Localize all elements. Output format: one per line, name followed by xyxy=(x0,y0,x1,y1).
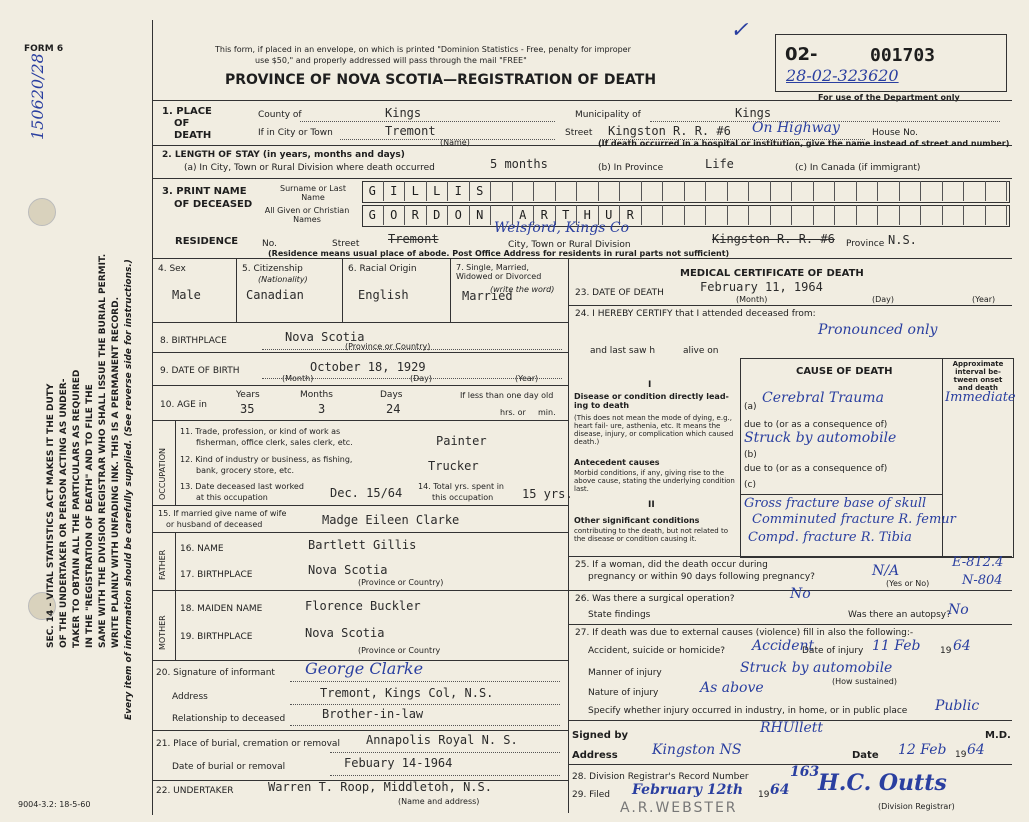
name-letter-cell: R xyxy=(534,205,556,225)
less-than-day-label: If less than one day old xyxy=(460,391,554,400)
name-letter-cell xyxy=(749,181,771,201)
dept-use-note: For use of the Department only xyxy=(818,93,960,102)
province-label: Province xyxy=(846,239,885,249)
name-letter-cell xyxy=(964,181,986,201)
name-letter-cell xyxy=(900,205,922,225)
disease-note: (This does not mean the mode of dying, e.g., heart fail- ure, asthenia, etc. It means the disease, injury, or complication which caused death.) xyxy=(574,414,734,446)
stamp-text: A.R.WEBSTER xyxy=(620,800,738,816)
informant-sig-label: 20. Signature of informant xyxy=(156,668,275,678)
burial-date-value: Febuary 14-1964 xyxy=(344,756,453,770)
side-instruction-2: OF THE UNDERTAKER OR PERSON ACTING AS UNDER- xyxy=(59,378,69,648)
name-letter-cell: H xyxy=(577,205,599,225)
name-letter-cell xyxy=(685,205,707,225)
certify-handwritten: Pronounced only xyxy=(818,322,938,338)
name-letter-cell xyxy=(599,181,621,201)
cause-heading: CAUSE OF DEATH xyxy=(796,366,893,377)
burial-place-value: Annapolis Royal N. S. xyxy=(366,733,518,747)
name-letter-cell xyxy=(685,181,707,201)
date-injury-year: 64 xyxy=(953,638,971,654)
mother-side-label: MOTHER xyxy=(158,615,167,650)
informant-signature: George Clarke xyxy=(305,659,424,678)
name-letter-cell xyxy=(728,181,750,201)
father-name-value: Bartlett Gillis xyxy=(308,538,417,552)
q29-label: 29. Filed xyxy=(572,790,610,800)
day-caption: (Day) xyxy=(410,374,433,383)
form-label: FORM 6 xyxy=(24,44,64,54)
reg-prefix: 02- xyxy=(785,44,818,65)
other-condition-2: Comminuted fracture R. femur xyxy=(752,512,956,527)
signed-by-label: Signed by xyxy=(572,730,629,741)
street-handwritten: On Highway xyxy=(752,120,840,136)
left-frame-line xyxy=(152,20,153,815)
dob-label: 9. DATE OF BIRTH xyxy=(160,366,240,376)
spouse-label-2: or husband of deceased xyxy=(166,520,263,529)
other-condition-3: Compd. fracture R. Tibia xyxy=(748,530,912,545)
marital-label: 7. Single, Married, Widowed or Divorced xyxy=(456,263,542,281)
alive-on-label: alive on xyxy=(683,346,719,356)
margin-code-2: N-804 xyxy=(962,573,1003,588)
physician-address-label: Address xyxy=(572,750,618,761)
name-letter-cell xyxy=(534,181,556,201)
name-letter-cell xyxy=(556,181,578,201)
specify-label: Specify whether injury occurred in industry, in home, or in public place xyxy=(588,706,908,716)
residence-city-handwritten: Welsford, Kings Co xyxy=(494,220,630,236)
citizenship-sub: (Nationality) xyxy=(258,275,308,284)
birthplace-label: 8. BIRTHPLACE xyxy=(160,336,227,346)
form-code: 9004-3.2: 18-5-60 xyxy=(18,800,91,809)
signed-by-value: RHUllett xyxy=(760,720,824,736)
residence-label: RESIDENCE xyxy=(175,236,239,247)
q28-label: 28. Division Registrar's Record Number xyxy=(572,772,749,782)
q27-label: 27. If death was due to external causes (violence) fill in also the following:- xyxy=(575,628,914,638)
stay-c-label: (c) In Canada (if immigrant) xyxy=(795,163,921,173)
name-letter-cell xyxy=(900,181,922,201)
stay-b-value: Life xyxy=(705,157,734,171)
city-value: Tremont xyxy=(385,124,436,138)
death-year-caption: (Year) xyxy=(972,295,996,304)
q28-value: 163 xyxy=(790,764,820,780)
last-worked-value: Dec. 15/64 xyxy=(330,486,403,500)
surname-label: Surname or Last Name xyxy=(280,184,346,202)
check-mark: ✓ xyxy=(730,18,749,43)
name-letter-cell: D xyxy=(427,205,449,225)
occupation-side-label: OCCUPATION xyxy=(158,447,167,500)
residence-street-struck: Tremont xyxy=(388,232,439,246)
hospital-note: (If death occurred in a hospital or institution, give the name instead of street and number) xyxy=(598,139,1010,148)
last-worked-label: 13. Date deceased last worked xyxy=(180,482,304,491)
reg-number: 001703 xyxy=(870,45,936,66)
name-letter-cell xyxy=(878,205,900,225)
registrar-caption: (Division Registrar) xyxy=(878,802,955,811)
name-letter-cell: N xyxy=(470,205,492,225)
relationship-label: Relationship to deceased xyxy=(172,714,286,724)
name-letter-cell xyxy=(663,181,685,201)
name-letter-cell xyxy=(921,181,943,201)
autopsy-label: Was there an autopsy? xyxy=(848,610,951,620)
informant-address-value: Tremont, Kings Col, N.S. xyxy=(320,686,494,700)
sex-label: 4. Sex xyxy=(158,264,186,274)
name-letter-cell: A xyxy=(513,205,535,225)
burial-place-label: 21. Place of burial, cremation or removal xyxy=(156,739,340,749)
name-letter-cell xyxy=(943,181,965,201)
envelope-note-1: This form, if placed in an envelope, on which is printed "Dominion Statistics - Free, penalty for improper xyxy=(215,45,631,54)
name-letter-cell: T xyxy=(556,205,578,225)
residence-no-label: No. xyxy=(262,239,277,249)
punch-hole-top xyxy=(28,198,56,226)
name-letter-cell xyxy=(835,205,857,225)
month-caption: (Month) xyxy=(282,374,314,383)
name-letter-cell xyxy=(728,205,750,225)
signed-date-value: 12 Feb xyxy=(898,742,947,758)
name-letter-cell xyxy=(771,205,793,225)
name-letter-cell: R xyxy=(405,205,427,225)
alive-label: and last saw h xyxy=(590,346,656,356)
province-value: N.S. xyxy=(888,233,917,247)
yes-no-caption: (Yes or No) xyxy=(886,579,930,588)
filed-year: 64 xyxy=(770,782,790,798)
place-label: 1. PLACE xyxy=(162,106,212,117)
name-letter-cell xyxy=(663,205,685,225)
registrar-signature: H.C. Outts xyxy=(818,770,947,796)
year-caption: (Year) xyxy=(515,374,539,383)
death-month-caption: (Month) xyxy=(736,295,768,304)
accident-value: Accident xyxy=(752,638,815,654)
q25b-label: pregnancy or within 90 days following pregnancy? xyxy=(588,572,815,582)
side-instruction-7: Every item of information should be carefully supplied. (See reverse side for instructions.) xyxy=(124,259,134,720)
other-conditions-note: contributing to the death, but not related to the disease or condition causing it. xyxy=(574,527,728,543)
signed-date-label: Date xyxy=(852,750,879,761)
name-letter-cell: U xyxy=(599,205,621,225)
due-to-a: due to (or as a consequence of) xyxy=(744,420,888,430)
residence-street-label: Street xyxy=(332,239,360,249)
part-1-label: I xyxy=(648,380,652,390)
side-instruction-4: IN THE "REGISTRATION OF DEATH" AND TO FILE THE xyxy=(85,384,95,648)
length-stay-label: 2. LENGTH OF STAY (in years, months and days) xyxy=(162,150,405,160)
disease-label: Disease or condition directly lead- ing to death xyxy=(574,392,729,410)
mother-birthplace-label: 19. BIRTHPLACE xyxy=(180,632,253,642)
min-label: min. xyxy=(538,408,556,417)
city-label: If in City or Town xyxy=(258,128,333,138)
name-letter-cell xyxy=(642,205,664,225)
mother-maiden-value: Florence Buckler xyxy=(305,599,421,613)
months-value: 3 xyxy=(318,402,326,416)
years-value: 35 xyxy=(240,402,255,416)
name-letter-cell: S xyxy=(470,181,492,201)
total-years-label-2: this occupation xyxy=(432,493,494,502)
name-letter-cell: I xyxy=(384,181,406,201)
name-letter-cell: R xyxy=(620,205,642,225)
street-label: Street xyxy=(565,128,593,138)
side-instruction-5: SAME WITH THE DIVISION REGISTRAR WHO SHALL ISSUE THE BURIAL PERMIT. xyxy=(98,253,108,648)
part-2-label: II xyxy=(648,500,655,510)
interval-label: Approximate interval be- tween onset and death xyxy=(952,360,1004,392)
hrs-label: hrs. or xyxy=(500,408,526,417)
envelope-note-2: use $50," and properly addressed will pass through the mail "FREE" xyxy=(255,56,527,65)
name-letter-cell xyxy=(513,181,535,201)
death-registration-form: FORM 6 This form, if placed in an envelope, on which is printed "Dominion Statistics - Free, penalty for improper use $50," and properly addressed will pass through the mail "FREE" PROVINCE OF NOVA SCOTIA—REGISTRATION OF DEATH ✓ 02- 001703 28-02-323620 For use of the Department only 150620/28 SEC. 14 - VITAL STATISTICS ACT MAKES IT THE DUTY OF THE UNDERTAKER OR PERSON ACTING AS UNDER- TAKER TO OBTAIN ALL THE PARTICULARS AS REQUIRED IN THE "REGISTRATION OF DEATH" AND TO FILE THE SAME WITH THE DIVISION REGISTRAR WHO SHALL ISSUE THE BURIAL PERMIT. WRITE PLAINLY WITH UNFADING INK. THIS IS A PERMANENT RECORD. Every item of information should be carefully supplied. (See reverse side for instructions.) 1. PLACE OF DEATH County of Kings Municipality of Kings If in City or Town Tremont (Name) Street Kingston R. R. #6 On Highway House No. (If death occurred in a hospital or institution, give the name instead of street and number) 2. LENGTH OF STAY (in years, months and days) (a) In City, Town or Rural Division where death occurred 5 months (b) In Province Life (c) In Canada (if immigrant) 3. PRINT NAME OF DECEASED Surname or Last Name All Given or Christian Names G I L L I S G O R D O N A R T H U R RESIDENCE No. Street Tremont Welsford, Kings Co City, Town or Rural Division Kingston R. R. #6 Province N.S. (Residence means usual place of abode. Post Office Address for residents in rural parts not sufficient) 4. Sex Male 5. Citizenship (Nationality) Canadian 6. Racial Origin English 7. Single, Married, Widowed or Divorced (write the word) Married 8. BIRTHPLACE Nova Scotia (Province or Country) 9. DATE OF BIRTH October 18, 1929 (Month) (Day) (Year) 10. AGE in Years 35 Months 3 Days 24 If less than one day old hrs. or min. OCCUPATION 11. Trade, profession, or kind of work as fisherman, office clerk, sales clerk, etc. Painter 12. Kind of industry or business, as fishing, bank, grocery store, etc. Trucker 13. Date deceased last worked at this occupation Dec. 15/64 14. Total yrs. spent in this occupation 15 yrs. 15. If married give name of wife or husband of deceased Madge Eileen Clarke FATHER 16. NAME Bartlett Gillis 17. BIRTHPLACE Nova Scotia (Province or Country) MOTHER 18. MAIDEN NAME Florence Buckler 19. BIRTHPLACE Nova Scotia (Province or Country 20. Signature of informant George Clarke Address Tremont, Kings Col, N.S. Relationship to deceased Brother-in-law 21. Place of burial, cremation or removal Annapolis Royal N. S. Date of burial or removal Febuary 14-1964 22. UNDERTAKER Warren T. Roop, Middletoh, N.S. (Name and address) 9004-3.2: 18-5-60 A.R.WEBSTER MEDICAL CERTIFICATE OF DEATH 23. DATE OF DEATH February 11, 1964 (Month) (Day) (Year) 24. I HEREBY CERTIFY that I attended deceased from: Pronounced only and last saw h alive on CAUSE OF DEATH Approximate interval be- tween onset and death I Disease or condition directly lead- ing to death (This does not mean the mode of dying, e.g., heart fail- ure, asthenia, etc. It means the disease, injury, or complication which caused death.) (a) Cerebral Trauma Immediate due to (or as a consequence of) Struck by automobile Antecedent causes Morbid conditions, if any, giving rise to the above cause, stating the underlying condition last. (b) due to (or as a consequence of) (c) II Other significant conditions contributing to the death, but not related to the disease or condition causing it. Gross fracture base of skull Comminuted fracture R. femur Compd. fracture R. Tibia 25. If a woman, did the death occur during pregnancy or within 90 days following pregnancy? N/A (Yes or No) E-812.4 N-804 26. Was there a surgical operation? No State findings Was there an autopsy? No 27. If death was due to external causes (violence) fill in also the following:- Accident, suicide or homicide? Accident Date of injury 11 Feb 19 64 Manner of injury Struck by automobile (How sustained) Nature of injury As above Specify whether injury occurred in industry, in home, or in public place Public Signed by RHUllett M.D. Address Kingston NS Date 12 Feb 19 64 28. Division Registrar's Record Number 163 29. Filed February 12th 19 64 H.C. Outts (Division Registrar) xyxy=(0,0,1029,822)
father-birthplace-value: Nova Scotia xyxy=(308,563,388,577)
name-letter-cell: L xyxy=(427,181,449,201)
name-letter-cell xyxy=(642,181,664,201)
side-instruction-1: SEC. 14 - VITAL STATISTICS ACT MAKES IT THE DUTY xyxy=(46,383,56,648)
name-letter-cell xyxy=(792,205,814,225)
house-label: House No. xyxy=(872,128,919,138)
how-sustained-caption: (How sustained) xyxy=(832,677,897,686)
q25-label: 25. If a woman, did the death occur during xyxy=(575,560,768,570)
name-letter-cell xyxy=(706,205,728,225)
signed-date-year: 64 xyxy=(967,742,985,758)
dob-value: October 18, 1929 xyxy=(310,360,426,374)
name-letter-cell: G xyxy=(362,181,384,201)
trade-value: Painter xyxy=(436,434,487,448)
death-day-caption: (Day) xyxy=(872,295,895,304)
manner-label: Manner of injury xyxy=(588,668,662,678)
name-letter-cell xyxy=(921,205,943,225)
name-letter-cell xyxy=(835,181,857,201)
street-value: Kingston R. R. #6 xyxy=(608,124,731,138)
sex-value: Male xyxy=(172,288,201,302)
birthplace-caption: (Province or Country) xyxy=(345,342,431,351)
days-value: 24 xyxy=(386,402,401,416)
undertaker-value: Warren T. Roop, Middletoh, N.S. xyxy=(268,780,492,794)
antecedent-label: Antecedent causes xyxy=(574,458,660,467)
name-caption: (Name) xyxy=(440,138,470,147)
name-letter-cell xyxy=(857,205,879,225)
name-letter-cell xyxy=(964,205,986,225)
residence-note: (Residence means usual place of abode. Post Office Address for residents in rural parts not sufficient) xyxy=(268,249,730,258)
father-side-label: FATHER xyxy=(158,549,167,580)
municipality-value: Kings xyxy=(735,106,772,120)
municipality-label: Municipality of xyxy=(575,110,641,120)
undertaker-label: 22. UNDERTAKER xyxy=(156,786,234,796)
name-letter-cell xyxy=(792,181,814,201)
side-handwritten-number: 150620/28 xyxy=(28,53,47,140)
name-letter-cell xyxy=(577,181,599,201)
other-condition-1: Gross fracture base of skull xyxy=(744,496,927,511)
place-label-death: DEATH xyxy=(174,130,212,141)
citizenship-label: 5. Citizenship xyxy=(242,264,303,274)
form-title: PROVINCE OF NOVA SCOTIA—REGISTRATION OF DEATH xyxy=(225,72,657,88)
trade-label: 11. Trade, profession, or kind of work as xyxy=(180,427,341,436)
undertaker-caption: (Name and address) xyxy=(398,797,480,806)
racial-label: 6. Racial Origin xyxy=(348,264,417,274)
spouse-value: Madge Eileen Clarke xyxy=(322,513,460,527)
cause-a2-value: Struck by automobile xyxy=(744,430,897,446)
mother-caption: (Province or Country xyxy=(358,646,441,655)
industry-label-2: bank, grocery store, etc. xyxy=(196,466,295,475)
given-label: All Given or Christian Names xyxy=(264,206,350,224)
name-letter-cell xyxy=(878,181,900,201)
years-label: Years xyxy=(236,390,260,400)
side-instruction-6: WRITE PLAINLY WITH UNFADING INK. THIS IS A PERMANENT RECORD. xyxy=(111,297,121,648)
residence-city-struck: Kingston R. R. #6 xyxy=(712,232,835,246)
residence-city-label: City, Town or Rural Division xyxy=(508,240,631,250)
filed-value: February 12th xyxy=(632,782,744,798)
name-letter-cell xyxy=(491,181,513,201)
due-to-b: due to (or as a consequence of) xyxy=(744,464,888,474)
manner-value: Struck by automobile xyxy=(740,660,893,676)
citizenship-value: Canadian xyxy=(246,288,304,302)
interval-a-value: Immediate xyxy=(945,390,1016,405)
name-letter-cell xyxy=(749,205,771,225)
name-label-2: OF DECEASED xyxy=(174,199,253,210)
marital-sub: (write the word) xyxy=(490,285,555,294)
accident-label: Accident, suicide or homicide? xyxy=(588,646,726,656)
autopsy-answer: No xyxy=(948,602,969,618)
name-letter-cell xyxy=(986,205,1008,225)
name-letter-cell xyxy=(814,205,836,225)
certify-label: 24. I HEREBY CERTIFY that I attended deceased from: xyxy=(575,309,816,319)
mother-maiden-label: 18. MAIDEN NAME xyxy=(180,604,263,614)
stay-a-value: 5 months xyxy=(490,157,548,171)
relationship-value: Brother-in-law xyxy=(322,707,424,721)
md-label: M.D. xyxy=(985,730,1011,741)
mother-birthplace-value: Nova Scotia xyxy=(305,626,385,640)
industry-label: 12. Kind of industry or business, as fishing, xyxy=(180,455,353,464)
name-letter-cell: O xyxy=(448,205,470,225)
name-letter-cell xyxy=(943,205,965,225)
state-findings-label: State findings xyxy=(588,610,651,620)
name-letter-cell: L xyxy=(405,181,427,201)
name-letter-cell xyxy=(814,181,836,201)
county-value: Kings xyxy=(385,106,422,120)
reg-handwritten: 28-02-323620 xyxy=(786,66,899,85)
physician-address-value: Kingston NS xyxy=(652,742,742,758)
death-date-value: February 11, 1964 xyxy=(700,280,823,294)
trade-label-2: fisherman, office clerk, sales clerk, etc. xyxy=(196,438,353,447)
margin-code: E-812.4 xyxy=(952,555,1004,570)
nature-label: Nature of injury xyxy=(588,688,659,698)
age-label: 10. AGE in xyxy=(160,400,207,410)
industry-value: Trucker xyxy=(428,459,479,473)
nature-value: As above xyxy=(700,680,764,696)
q26-label: 26. Was there a surgical operation? xyxy=(575,594,735,604)
stay-a-label: (a) In City, Town or Rural Division where death occurred xyxy=(184,163,435,173)
total-years-label: 14. Total yrs. spent in xyxy=(418,482,504,491)
name-letter-cell xyxy=(620,181,642,201)
place-label-of: OF xyxy=(174,118,190,129)
specify-value: Public xyxy=(935,698,980,714)
antecedent-note: Morbid conditions, if any, giving rise to the above cause, stating the underlying condition last. xyxy=(574,469,735,493)
name-label: 3. PRINT NAME xyxy=(162,186,247,197)
informant-address-label: Address xyxy=(172,692,208,702)
death-date-label: 23. DATE OF DEATH xyxy=(575,288,664,298)
birthplace-value: Nova Scotia xyxy=(285,330,365,344)
father-caption: (Province or Country) xyxy=(358,578,444,587)
name-letter-cell: I xyxy=(448,181,470,201)
name-letter-cell xyxy=(771,181,793,201)
date-injury-value: 11 Feb xyxy=(872,638,921,654)
months-label: Months xyxy=(300,390,333,400)
father-birthplace-label: 17. BIRTHPLACE xyxy=(180,570,253,580)
other-conditions-label: Other significant conditions xyxy=(574,516,700,525)
days-label: Days xyxy=(380,390,403,400)
name-letter-cell xyxy=(857,181,879,201)
name-letter-cell: G xyxy=(362,205,384,225)
side-instruction-3: TAKER TO OBTAIN ALL THE PARTICULARS AS REQUIRED xyxy=(72,369,82,648)
name-letter-cell: O xyxy=(384,205,406,225)
father-name-label: 16. NAME xyxy=(180,544,224,554)
date-injury-label: Date of injury xyxy=(802,646,864,656)
spouse-label: 15. If married give name of wife xyxy=(158,509,287,518)
county-label: County of xyxy=(258,110,302,120)
q26-answer: No xyxy=(790,586,811,602)
name-letter-cell xyxy=(706,181,728,201)
last-worked-label-2: at this occupation xyxy=(196,493,268,502)
name-letter-cell xyxy=(986,181,1008,201)
q25-answer: N/A xyxy=(872,563,900,579)
cause-a-value: Cerebral Trauma xyxy=(762,390,884,406)
marital-value: Married xyxy=(462,289,513,303)
medical-heading: MEDICAL CERTIFICATE OF DEATH xyxy=(680,268,864,279)
stay-b-label: (b) In Province xyxy=(598,163,664,173)
total-years-value: 15 yrs. xyxy=(522,487,573,501)
burial-date-label: Date of burial or removal xyxy=(172,762,286,772)
racial-value: English xyxy=(358,288,409,302)
